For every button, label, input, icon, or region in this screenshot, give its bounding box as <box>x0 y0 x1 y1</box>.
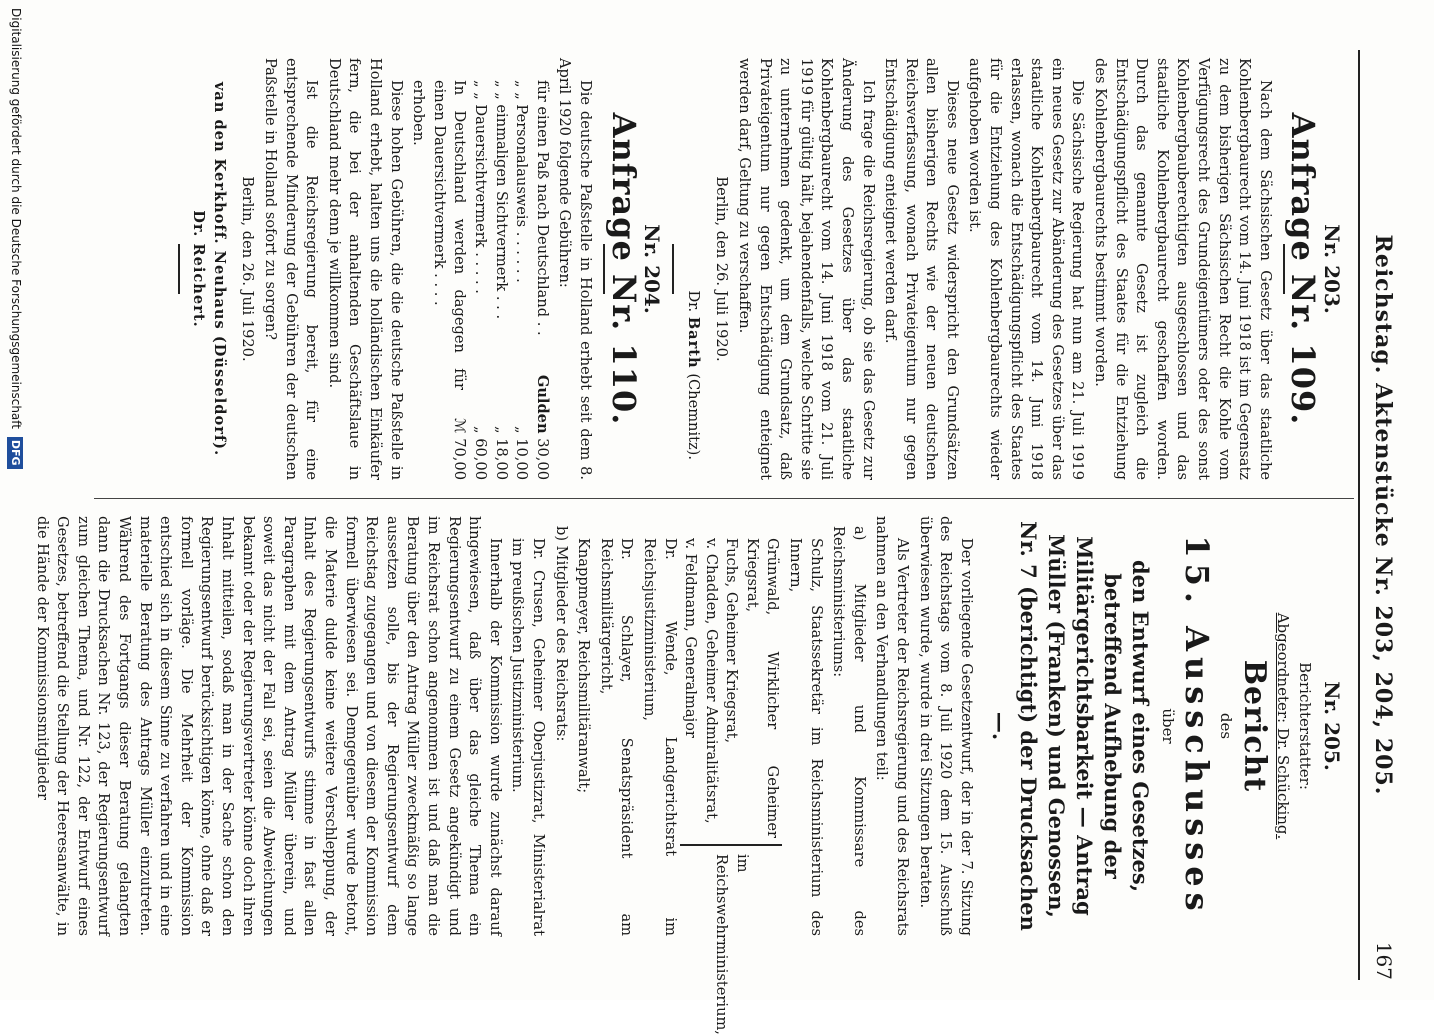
section-label-204: Nr. 204. <box>640 224 665 314</box>
ausschuss-heading: 15. Ausschusses <box>1178 535 1217 917</box>
fee-amount: 10,00 <box>513 438 531 480</box>
fee-label: „ „ einmaligen Sichtvermerk . . . <box>492 80 510 320</box>
member-entry: Dr. Crusen, Geheimer Oberjustizrat, Ministerialrat im preußischen Justizministerium. <box>509 538 547 936</box>
paragraph: Innerhalb der Kommission wurde zunächst darauf hingewiesen, daß über das gleiche Thema ein Regierungsentwurf zu einem Gesetz angekündigt und im Reichsrat schon angenommen ist und daß man die Beratung über den Antrag Müller zweckmäßig so lange aussetzen solle, bis der Regierungsentwurf dem Reichstag zugegangen und von diesem der Kommission formell überwiesen sei. Demgegenüber wurde betont, die Materie dulde keine weitere Verschleppung, der Inhalt des Regierungsentwurfs stimme in fast allen Paragraphen mit dem Antrag Müller überein, und soweit das nicht der Fall sei, seien die Abweichungen bekannt oder der Regierungsvertreter könne doch ihren Inhalt mitteilen, sodaß man in der Sache schon den Regierungsentwurf berücksichtigen könne, ohne daß er formell vorläge. Die Mehrheit der Kommission entschied sich in diesem Sinne zu verfahren und in eine materielle Beratung des Antrags Müller einzutreten. Während des Fortgangs dieser Beratung gelangten dann die Drucksachen Nr. 123, der Regierungsentwurf zum gleichen Thema, und Nr. 122, der Entwurf eines Gesetzes, betreffend die Stellung der Heeresanwälte, in die Hände der Kommissionsmitglieder <box>33 516 504 936</box>
paragraph: Dieses neue Gesetz widerspricht den Grundsätzen allen bisherigen Rechts wie der neuen deutschen Reichsverfassung, wonach Privateigentum nur gegen Entschädigung enteignet werden darf. <box>882 58 961 480</box>
member-entry: v. Feldmann, Generalmajor <box>682 538 700 738</box>
member-entry: Fuchs, Geheimer Kriegsrat, <box>723 538 741 744</box>
member-entry: Grünwald, Wirklicher Geheimer Kriegsrat, <box>743 538 782 838</box>
fee-amount: 30,00 <box>533 438 551 480</box>
signer-names: van den Kerkhoff. Neuhaus (Düsseldorf). <box>210 81 228 457</box>
fee-unit: Gulden <box>533 374 551 434</box>
fee-row <box>531 58 552 480</box>
bracket-ministry: im Reichswehrministerium, <box>713 854 751 1035</box>
digitization-credit <box>6 0 26 1000</box>
fee-label: für einen Paß nach Deutschland . . <box>533 80 551 336</box>
member-entry: Dr. Schlayer, Senatspräsident am Reichsmilitärgericht, <box>597 538 636 936</box>
paragraph: Der vorliegende Gesetzentwurf, der in der 7. Sitzung des Reichstags vom 8. Juli 1920 dem 15. Ausschuß überwiesen wurde, wurde in drei Sitzungen beraten. <box>916 516 975 936</box>
fee-amount: 60,00 <box>472 438 490 480</box>
fee-row-domestic <box>428 58 469 480</box>
section-rule <box>178 244 180 294</box>
paragraph: Nach dem Sächsischen Gesetz über das staatliche Kohlenbergbaurecht vom 14. Juni 1918 ist im Gegensatz zu dem bisherigen Sächsischen Recht die Kohle vom Verfügungsrecht des Grundeigentümers oder des sonst Kohlenbergbauberechtigten ausgeschlossen und das staatliche Kohlenbergbaurecht geschaffen worden. Durch das genannte Gesetz ist zugleich die Entschädigungspflicht des Staates für die Entziehung des Kohlenbergbaurechts bestimmt worden. <box>1092 58 1274 480</box>
section-a-heading: a) Mitglieder und Kommissare des Reichsministeriums: <box>830 526 868 936</box>
page-number: 167 <box>1372 941 1396 980</box>
paragraph: Die Sächsische Regierung hat nun am 21. Juli 1919 ein neues Gesetz zur Abänderung des Gesetzes über das staatliche Kohlenbergbaurecht vom 14. Juni 1918 erlassen, wonach die Entschädigungspflicht des Staates für die Entziehung des Kohlenbergbaurechts wieder aufgehoben worden ist. <box>966 58 1087 480</box>
credit-text: Digitalisierung gefördert durch die Deutsche Forschungsgemeinschaft <box>9 8 23 430</box>
running-head <box>1358 50 1404 980</box>
fee-amount: ℳ 70,00 <box>451 417 469 480</box>
bracket-names <box>680 538 783 846</box>
member-entry: v. Chadden, Geheimer Admiralitätsrat, <box>702 538 720 824</box>
running-head-title: Reichstag. Aktenstücke Nr. 203, 204, 205. <box>1370 234 1396 796</box>
right-column <box>29 516 1352 1035</box>
fee-label: „ „ Personalausweis . . . . . . <box>513 80 531 283</box>
section-label-203: Nr. 203. <box>1320 224 1344 314</box>
column-divider <box>94 498 1354 499</box>
left-column <box>170 58 1352 480</box>
bracket-group <box>680 516 783 1035</box>
fee-row <box>469 58 490 480</box>
section-rule <box>672 244 674 294</box>
fee-amount: 18,00 <box>492 438 510 480</box>
paragraph: Diese hohen Gebühren, die die deutsche Paßstelle in Holland erhebt, halten uns die holländischen Einkäufer fern, die bei der anhaltenden Geschäftslaue in Deutschland mehr denn je willkommen sind. <box>325 58 405 480</box>
fee-tail: erhoben. <box>410 80 428 146</box>
signer-name: Barth <box>684 316 702 369</box>
paragraph: Ich frage die Reichsregierung, ob sie das Gesetz zur Änderung des Gesetzes über das staatliche Kohlenbergbaurecht vom 14. Juni 1918 vom 21. Juli 1919 für gültig hält, bejahendenfalls, welche Schritte sie zu unternehmen gedenkt, um dem Grundsatz, daß Privateigentum nur gegen Entschädigung enteignet werden darf, Geltung zu verschaffen. <box>735 58 877 480</box>
section-b-heading: b) Mitglieder des Reichsrats: <box>552 526 570 742</box>
anfrage-109-heading: Anfrage Nr. 109. <box>1284 112 1323 426</box>
dfg-logo: DFG <box>7 437 23 469</box>
member-entry: Schulz, Staatssekretär im Reichsministerium des Innern, <box>787 538 825 936</box>
fee-unit: „ <box>472 426 490 434</box>
fee-list <box>408 58 552 480</box>
fee-unit: „ <box>513 426 531 434</box>
paragraph: Ist die Reichsregierung bereit, für eine entsprechende Minderung der Gebühren der deutschen Paßstelle in Holland sofort zu sorgen? <box>262 58 321 480</box>
date-line: Berlin, den 26. Juli 1920. <box>239 176 257 362</box>
member-entry: Knappmeyer, Reichsmilitäranwalt; <box>575 538 593 794</box>
des-line: des <box>1216 712 1235 740</box>
signature <box>188 58 229 480</box>
section-label-205: Nr. 205. <box>1320 681 1344 771</box>
bericht-heading: Bericht <box>1237 659 1273 793</box>
reporter-name: Abgeordneter: Dr. Schücking. <box>1273 612 1292 840</box>
signature <box>682 58 703 460</box>
paragraph: Als Vertreter der Reichsregierung und des Reichsrats nahmen an den Verhandlungen teil: <box>873 516 912 936</box>
fee-unit: „ <box>492 426 510 434</box>
signer-name: Dr. Reichert. <box>190 210 208 328</box>
fee-row <box>490 58 511 480</box>
member-entry: Dr. Wende, Landgerichtsrat im Reichsjustizministerium, <box>640 538 679 936</box>
fee-label: „ „ Dauersichtvermerk . . . . . <box>472 80 490 294</box>
signer-place: (Chemnitz). <box>684 373 702 460</box>
fee-row <box>511 58 532 480</box>
fee-label: In Deutschland werden dagegen für einen Dauersichtvermerk . . . . <box>430 80 469 390</box>
report-subject: den Entwurf eines Gesetzes, betreffend Aufhebung der Militärgerichtsbarkeit — Antrag Müller (Franken) und Genossen, Nr. 7 (berichtigt) der Drucksachen —. <box>987 521 1153 931</box>
anfrage-110-heading: Anfrage Nr. 110. <box>604 112 643 426</box>
paragraph: Die deutsche Paßstelle in Holland erhebt seit dem 8. April 1920 folgende Gebühren: <box>556 58 594 480</box>
reporter-label: Berichterstatter: <box>1296 662 1315 790</box>
date-line: Berlin, den 26. Juli 1920. <box>713 176 731 362</box>
ueber-line: über <box>1159 708 1178 744</box>
signer-prefix: Dr. <box>684 290 702 313</box>
